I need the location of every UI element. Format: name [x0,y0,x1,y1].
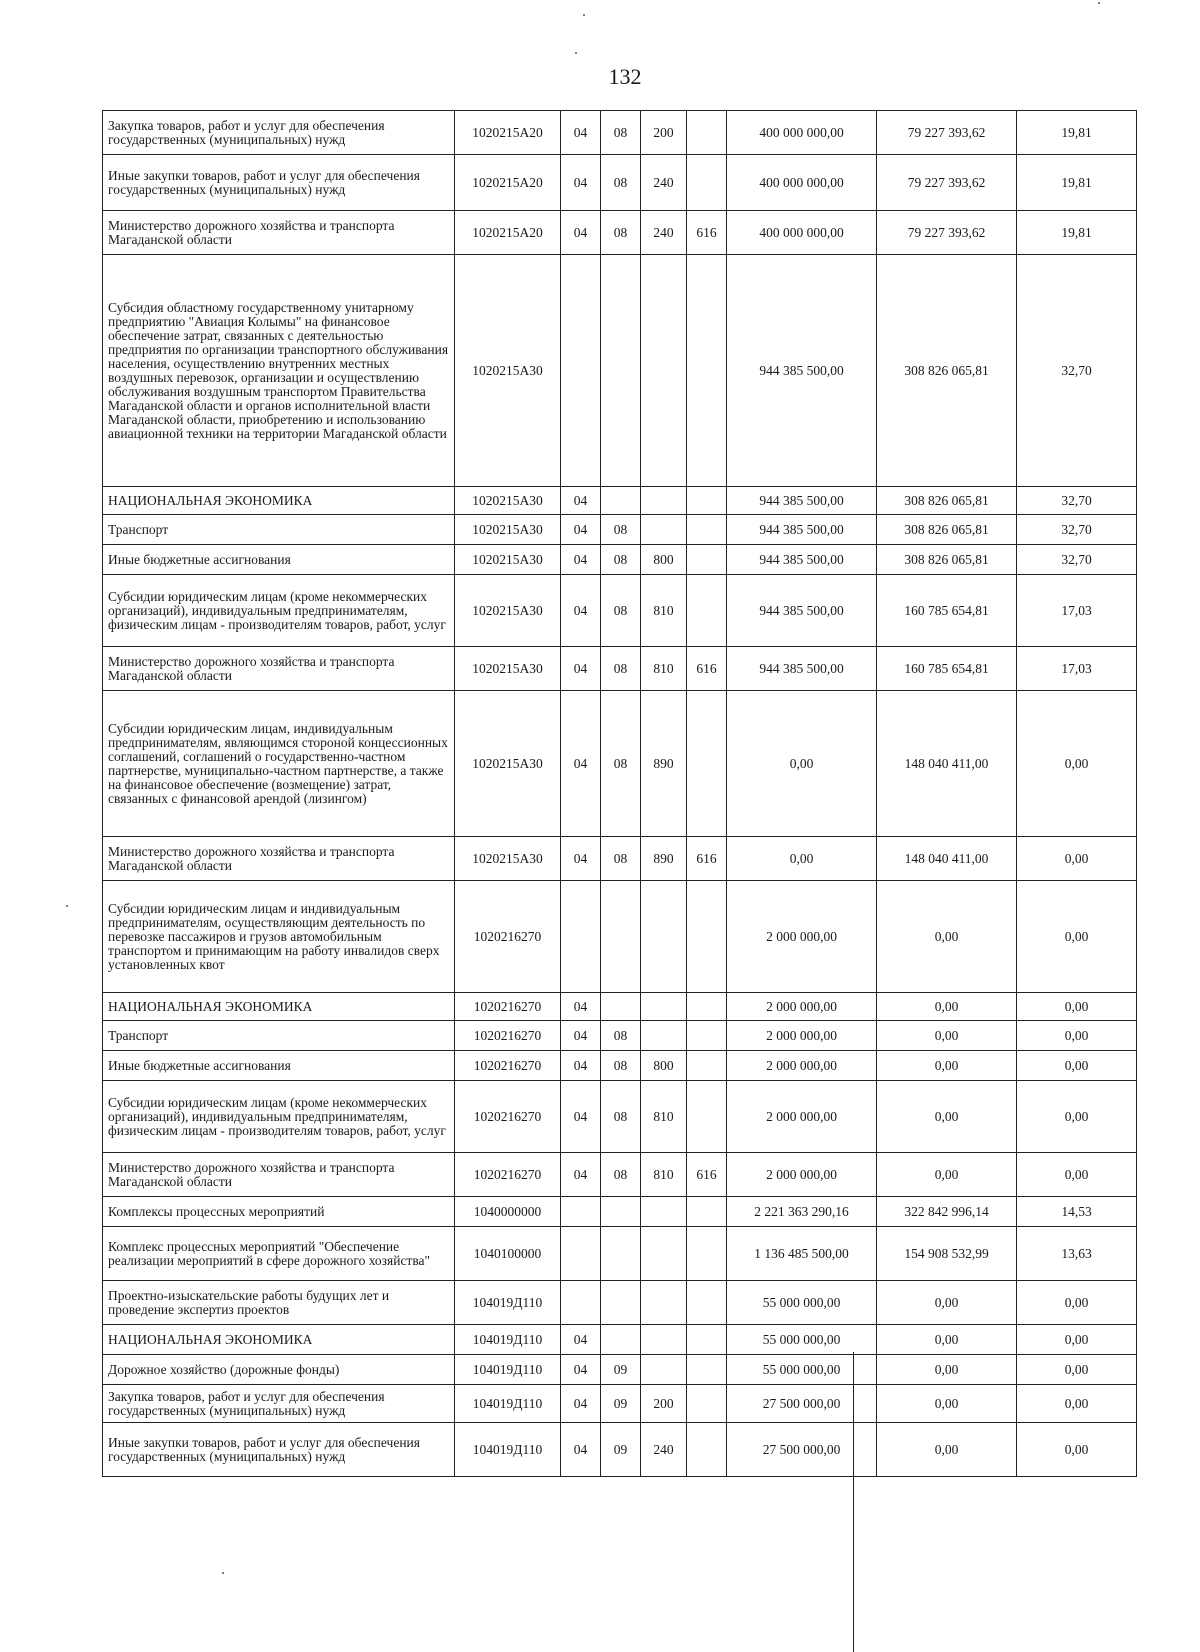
cell-pr: 08 [601,211,641,255]
cell-rz: 04 [561,1325,601,1355]
cell-pct: 14,53 [1017,1197,1137,1227]
cell-rz: 04 [561,1021,601,1051]
table-row [103,647,1137,691]
cell-plan: 944 385 500,00 [727,515,877,545]
cell-code: 1020215А20 [455,211,561,255]
cell-grbs [687,1325,727,1355]
table-row [103,575,1137,647]
cell-name: Иные бюджетные ассигнования [103,545,455,575]
cell-plan: 2 000 000,00 [727,1051,877,1081]
cell-vr: 810 [641,647,687,691]
cell-pr [601,487,641,515]
cell-pct: 0,00 [1017,881,1137,993]
cell-rz: 04 [561,1081,601,1153]
cell-name: Иные бюджетные ассигнования [103,1051,455,1081]
cell-pct: 17,03 [1017,575,1137,647]
cell-pct: 19,81 [1017,111,1137,155]
cell-code: 1020215А30 [455,487,561,515]
cell-code: 1020215А30 [455,647,561,691]
cell-name: Субсидии юридическим лицам (кроме некоммерческих организаций), индивидуальным предпринимателям, физическим лицам - производителям товаров, работ, услуг [103,575,455,647]
cell-vr: 810 [641,575,687,647]
scan-speck [222,1572,224,1574]
cell-vr: 810 [641,1081,687,1153]
cell-plan: 944 385 500,00 [727,487,877,515]
cell-pct: 0,00 [1017,691,1137,837]
cell-vr [641,515,687,545]
cell-rz [561,1227,601,1281]
table-row [103,1153,1137,1197]
cell-pct: 32,70 [1017,255,1137,487]
cell-code: 104019Д110 [455,1281,561,1325]
table-row [103,1051,1137,1081]
cell-pr [601,993,641,1021]
cell-pr: 08 [601,545,641,575]
cell-grbs [687,1051,727,1081]
cell-grbs: 616 [687,211,727,255]
cell-vr [641,1325,687,1355]
cell-name: НАЦИОНАЛЬНАЯ ЭКОНОМИКА [103,993,455,1021]
cell-vr [641,993,687,1021]
cell-name: Закупка товаров, работ и услуг для обеспечения государственных (муниципальных) нужд [103,1385,455,1423]
cell-fact: 308 826 065,81 [877,545,1017,575]
cell-code: 1020216270 [455,1153,561,1197]
cell-name: Субсидия областному государственному унитарному предприятию "Авиация Колымы" на финансовое обеспечение затрат, связанных с деятельностью предприятия по организации транспортного обслуживания населения, осуществлению внутренних местных воздушных перевозок, организации и осуществлению обслуживания воздушным транспортом Правительства Магаданской области и органов исполнительной власти Магаданской области, приобретению и использованию авиационной техники на территории Магаданской области [103,255,455,487]
cell-fact: 0,00 [877,1021,1017,1051]
cell-plan: 2 000 000,00 [727,993,877,1021]
cell-name: Транспорт [103,515,455,545]
cell-rz: 04 [561,1355,601,1385]
cell-vr [641,1227,687,1281]
cell-code: 1020216270 [455,1081,561,1153]
cell-pct: 0,00 [1017,1051,1137,1081]
budget-table [102,110,1137,1477]
table-row [103,545,1137,575]
cell-plan: 55 000 000,00 [727,1355,877,1385]
cell-grbs [687,255,727,487]
cell-fact: 322 842 996,14 [877,1197,1017,1227]
cell-name: Министерство дорожного хозяйства и транспорта Магаданской области [103,837,455,881]
cell-plan: 2 000 000,00 [727,1153,877,1197]
cell-rz [561,1281,601,1325]
cell-name: Транспорт [103,1021,455,1051]
cell-vr [641,1355,687,1385]
cell-vr [641,1281,687,1325]
cell-code: 1020216270 [455,993,561,1021]
cell-pct: 0,00 [1017,993,1137,1021]
table-row [103,1021,1137,1051]
table-row [103,1325,1137,1355]
cell-fact: 0,00 [877,1355,1017,1385]
table-row [103,155,1137,211]
cell-fact: 148 040 411,00 [877,691,1017,837]
cell-code: 1020216270 [455,1051,561,1081]
cell-code: 1020215А30 [455,575,561,647]
cell-fact: 0,00 [877,1153,1017,1197]
cell-rz [561,881,601,993]
table-row [103,1281,1137,1325]
cell-plan: 2 000 000,00 [727,1021,877,1051]
cell-code: 1020215А30 [455,691,561,837]
table-row [103,487,1137,515]
table-row [103,211,1137,255]
table-row [103,837,1137,881]
cell-pr: 08 [601,1081,641,1153]
cell-rz: 04 [561,1385,601,1423]
cell-pr [601,255,641,487]
cell-pr: 08 [601,111,641,155]
table-row [103,1355,1137,1385]
cell-pr [601,1227,641,1281]
cell-rz: 04 [561,545,601,575]
cell-vr [641,255,687,487]
cell-fact: 0,00 [877,993,1017,1021]
cell-plan: 0,00 [727,691,877,837]
scan-speck [575,52,577,54]
cell-code: 1020216270 [455,881,561,993]
cell-pct: 19,81 [1017,211,1137,255]
cell-vr [641,1021,687,1051]
cell-name: Субсидии юридическим лицам и индивидуальным предпринимателям, осуществляющим деятельность по перевозке пассажиров и грузов автомобильным транспортом и принимающим на работу инвалидов сверх установленных квот [103,881,455,993]
cell-plan: 944 385 500,00 [727,545,877,575]
table-row [103,993,1137,1021]
cell-pct: 0,00 [1017,1325,1137,1355]
cell-name: Министерство дорожного хозяйства и транспорта Магаданской области [103,647,455,691]
cell-pr: 08 [601,1153,641,1197]
cell-grbs [687,1081,727,1153]
cell-rz: 04 [561,1153,601,1197]
cell-name: Закупка товаров, работ и услуг для обеспечения государственных (муниципальных) нужд [103,111,455,155]
table-row [103,881,1137,993]
cell-fact: 0,00 [877,1423,1017,1477]
cell-grbs: 616 [687,837,727,881]
cell-grbs [687,1355,727,1385]
cell-pct: 32,70 [1017,545,1137,575]
cell-grbs [687,575,727,647]
cell-grbs [687,155,727,211]
cell-plan: 2 000 000,00 [727,881,877,993]
scan-speck [583,14,585,16]
cell-code: 1020215А30 [455,515,561,545]
page-number: 132 [608,64,642,89]
cell-name: Проектно-изыскательские работы будущих лет и проведение экспертиз проектов [103,1281,455,1325]
cell-pct: 0,00 [1017,1385,1137,1423]
cell-plan: 400 000 000,00 [727,211,877,255]
cell-rz: 04 [561,837,601,881]
scan-speck [66,905,68,907]
cell-code: 1020215А30 [455,545,561,575]
cell-plan: 0,00 [727,837,877,881]
cell-fact: 160 785 654,81 [877,647,1017,691]
cell-name: Иные закупки товаров, работ и услуг для обеспечения государственных (муниципальных) нужд [103,155,455,211]
table-row [103,111,1137,155]
cell-pr: 08 [601,837,641,881]
cell-fact: 79 227 393,62 [877,211,1017,255]
cell-grbs [687,1227,727,1281]
cell-plan: 55 000 000,00 [727,1281,877,1325]
cell-pr: 09 [601,1423,641,1477]
cell-name: Министерство дорожного хозяйства и транспорта Магаданской области [103,1153,455,1197]
cell-pr [601,1325,641,1355]
cell-name: НАЦИОНАЛЬНАЯ ЭКОНОМИКА [103,1325,455,1355]
cell-plan: 2 221 363 290,16 [727,1197,877,1227]
cell-pr: 08 [601,155,641,211]
cell-grbs [687,1197,727,1227]
cell-pr [601,881,641,993]
cell-rz: 04 [561,515,601,545]
cell-code: 1040100000 [455,1227,561,1281]
cell-code: 104019Д110 [455,1385,561,1423]
cell-vr: 810 [641,1153,687,1197]
cell-grbs [687,545,727,575]
cell-grbs [687,881,727,993]
cell-rz: 04 [561,691,601,837]
cell-pct: 0,00 [1017,1355,1137,1385]
cell-plan: 944 385 500,00 [727,255,877,487]
cell-pr: 08 [601,1051,641,1081]
cell-rz: 04 [561,647,601,691]
cell-rz: 04 [561,111,601,155]
cell-vr: 800 [641,545,687,575]
cell-grbs [687,111,727,155]
cell-pct: 0,00 [1017,837,1137,881]
cell-rz: 04 [561,575,601,647]
cell-grbs [687,1423,727,1477]
cell-vr: 200 [641,111,687,155]
cell-code: 1020216270 [455,1021,561,1051]
scan-speck [1098,2,1100,4]
cell-pct: 32,70 [1017,487,1137,515]
cell-fact: 0,00 [877,1385,1017,1423]
cell-pr: 08 [601,1021,641,1051]
cell-vr: 890 [641,837,687,881]
cell-name: Дорожное хозяйство (дорожные фонды) [103,1355,455,1385]
cell-rz: 04 [561,1423,601,1477]
cell-vr [641,881,687,993]
cell-grbs: 616 [687,1153,727,1197]
cell-fact: 0,00 [877,1081,1017,1153]
cell-pr [601,1197,641,1227]
cell-rz: 04 [561,211,601,255]
cell-rz [561,1197,601,1227]
cell-vr [641,1197,687,1227]
cell-code: 1040000000 [455,1197,561,1227]
cell-pr [601,1281,641,1325]
cell-fact: 154 908 532,99 [877,1227,1017,1281]
scan-artifact-line [853,1352,854,1652]
table-row [103,691,1137,837]
cell-fact: 308 826 065,81 [877,255,1017,487]
cell-code: 1020215А20 [455,155,561,211]
cell-pct: 0,00 [1017,1081,1137,1153]
cell-pct: 0,00 [1017,1021,1137,1051]
cell-fact: 79 227 393,62 [877,111,1017,155]
table-row [103,1423,1137,1477]
cell-name: Комплекс процессных мероприятий "Обеспечение реализации мероприятий в сфере дорожного хозяйства" [103,1227,455,1281]
cell-grbs [687,993,727,1021]
cell-vr: 240 [641,1423,687,1477]
cell-fact: 0,00 [877,1281,1017,1325]
cell-pct: 19,81 [1017,155,1137,211]
cell-grbs [687,1021,727,1051]
table-row [103,255,1137,487]
cell-vr: 240 [641,155,687,211]
table-body [103,111,1137,1477]
cell-fact: 308 826 065,81 [877,487,1017,515]
cell-plan: 400 000 000,00 [727,155,877,211]
cell-grbs [687,1385,727,1423]
table-row [103,1081,1137,1153]
cell-vr: 200 [641,1385,687,1423]
cell-plan: 944 385 500,00 [727,575,877,647]
cell-pr: 09 [601,1355,641,1385]
cell-vr: 890 [641,691,687,837]
table-row [103,515,1137,545]
cell-code: 104019Д110 [455,1355,561,1385]
cell-rz: 04 [561,1051,601,1081]
cell-fact: 0,00 [877,881,1017,993]
cell-rz: 04 [561,993,601,1021]
cell-code: 104019Д110 [455,1325,561,1355]
cell-pct: 13,63 [1017,1227,1137,1281]
cell-pr: 08 [601,515,641,545]
cell-grbs [687,515,727,545]
cell-pct: 0,00 [1017,1153,1137,1197]
cell-fact: 0,00 [877,1051,1017,1081]
cell-grbs [687,1281,727,1325]
cell-pr: 08 [601,691,641,837]
cell-pr: 08 [601,647,641,691]
table-row [103,1385,1137,1423]
table-row [103,1227,1137,1281]
cell-plan: 27 500 000,00 [727,1385,877,1423]
cell-vr [641,487,687,515]
cell-name: Субсидии юридическим лицам (кроме некоммерческих организаций), индивидуальным предпринимателям, физическим лицам - производителям товаров, работ, услуг [103,1081,455,1153]
cell-vr: 800 [641,1051,687,1081]
cell-plan: 944 385 500,00 [727,647,877,691]
cell-plan: 2 000 000,00 [727,1081,877,1153]
cell-vr: 240 [641,211,687,255]
cell-rz: 04 [561,155,601,211]
cell-code: 1020215А30 [455,255,561,487]
cell-fact: 79 227 393,62 [877,155,1017,211]
cell-pct: 32,70 [1017,515,1137,545]
cell-name: Иные закупки товаров, работ и услуг для обеспечения государственных (муниципальных) нужд [103,1423,455,1477]
cell-grbs [687,487,727,515]
cell-rz: 04 [561,487,601,515]
cell-pct: 0,00 [1017,1423,1137,1477]
cell-fact: 160 785 654,81 [877,575,1017,647]
cell-rz [561,255,601,487]
cell-plan: 27 500 000,00 [727,1423,877,1477]
cell-grbs [687,691,727,837]
cell-plan: 55 000 000,00 [727,1325,877,1355]
cell-pr: 09 [601,1385,641,1423]
cell-grbs: 616 [687,647,727,691]
cell-name: Субсидии юридическим лицам, индивидуальным предпринимателям, являющимся стороной концессионных соглашений, соглашений о государственно-частном партнерстве, муниципально-частном партнерстве, а также на финансовое обеспечение (возмещение) затрат, связанных с финансовой арендой (лизингом) [103,691,455,837]
cell-fact: 0,00 [877,1325,1017,1355]
cell-name: НАЦИОНАЛЬНАЯ ЭКОНОМИКА [103,487,455,515]
table-row [103,1197,1137,1227]
cell-pr: 08 [601,575,641,647]
cell-code: 1020215А30 [455,837,561,881]
cell-code: 104019Д110 [455,1423,561,1477]
cell-fact: 148 040 411,00 [877,837,1017,881]
cell-code: 1020215А20 [455,111,561,155]
cell-plan: 400 000 000,00 [727,111,877,155]
cell-name: Министерство дорожного хозяйства и транспорта Магаданской области [103,211,455,255]
cell-pct: 0,00 [1017,1281,1137,1325]
cell-name: Комплексы процессных мероприятий [103,1197,455,1227]
cell-plan: 1 136 485 500,00 [727,1227,877,1281]
cell-fact: 308 826 065,81 [877,515,1017,545]
cell-pct: 17,03 [1017,647,1137,691]
